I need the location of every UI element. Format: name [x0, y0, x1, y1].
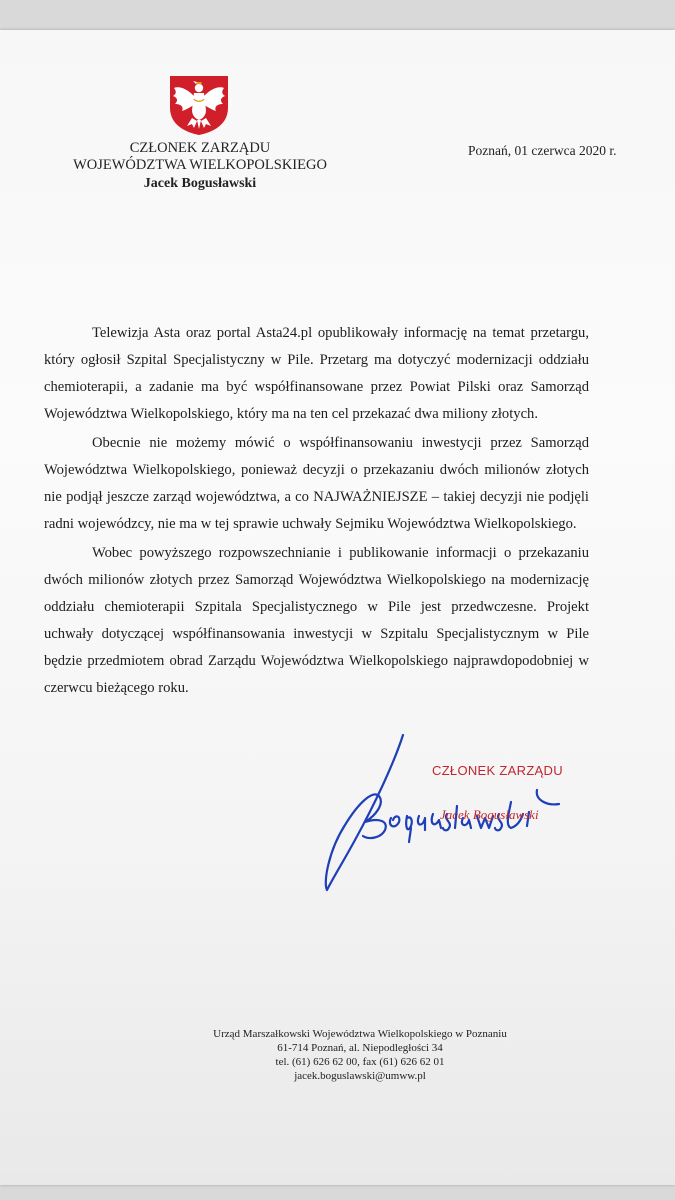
letterhead-name: Jacek Bogusławski: [143, 176, 257, 191]
paragraph-2: Obecnie nie możemy mówić o współfinansowaniu inwestycji przez Samorząd Województwa Wielkopolskiego, ponieważ decyzji o przekazaniu dwóch milionów złotych nie podjął jeszcze zarząd województwa, a co NAJWAŻNIEJSZE – takiej decyzji nie podjęli radni wojewódzcy, nie ma w tej sprawie uchwały Sejmiku Województwa Wielkopolskiego.: [44, 435, 589, 532]
letterhead: [40, 140, 360, 192]
paragraph-1: Telewizja Asta oraz portal Asta24.pl opublikowały informację na temat przetargu, który ogłosił Szpital Specjalistyczny w Pile. Przetarg ma dotyczyć modernizacji oddziału chemioterapii, a zadanie ma być współfinansowane przez Powiat Pilski oraz Samorząd Województwa Wielkopolskiego, który ma na ten cel przekazać dwa miliony złotych.: [44, 325, 589, 422]
letterhead-title-line1: CZŁONEK ZARZĄDU: [129, 140, 271, 156]
letter-page: [0, 30, 675, 1185]
paragraph-3: Wobec powyższego rozpowszechnianie i publikowanie informacji o przekazaniu dwóch milionów złotych przez Samorząd Województwa Wielkopolskiego na modernizację oddziału chemioterapii Szpitala Specjalistycznego w Pile jest przedwczesne. Projekt uchwały dotyczącej współfinansowania inwestycji w Szpitalu Specjalistycznym w Pile będzie przedmiotem obrad Zarządu Województwa Wielkopolskiego najprawdopodobniej w czerwcu bieżącego roku.: [44, 545, 589, 696]
letter-body: [44, 320, 589, 704]
eagle-crest-icon: [168, 74, 230, 136]
footer-email: jacek.boguslawski@umww.pl: [294, 1070, 426, 1082]
footer-office: Urząd Marszałkowski Województwa Wielkopolskiego w Poznaniu: [213, 1028, 507, 1040]
letter-footer: [170, 1027, 550, 1083]
footer-address: 61-714 Poznań, al. Niepodległości 34: [277, 1042, 443, 1054]
footer-phone-fax: tel. (61) 626 62 00, fax (61) 626 62 01: [275, 1056, 445, 1068]
letterhead-title-line2: WOJEWÓDZTWA WIELKOPOLSKIEGO: [73, 157, 327, 173]
signature-stamp-name: Jacek Bogusławski: [440, 807, 539, 822]
letter-date: Poznań, 01 czerwca 2020 r.: [468, 143, 617, 158]
signature-stamp-title: CZŁONEK ZARZĄDU: [432, 763, 563, 778]
